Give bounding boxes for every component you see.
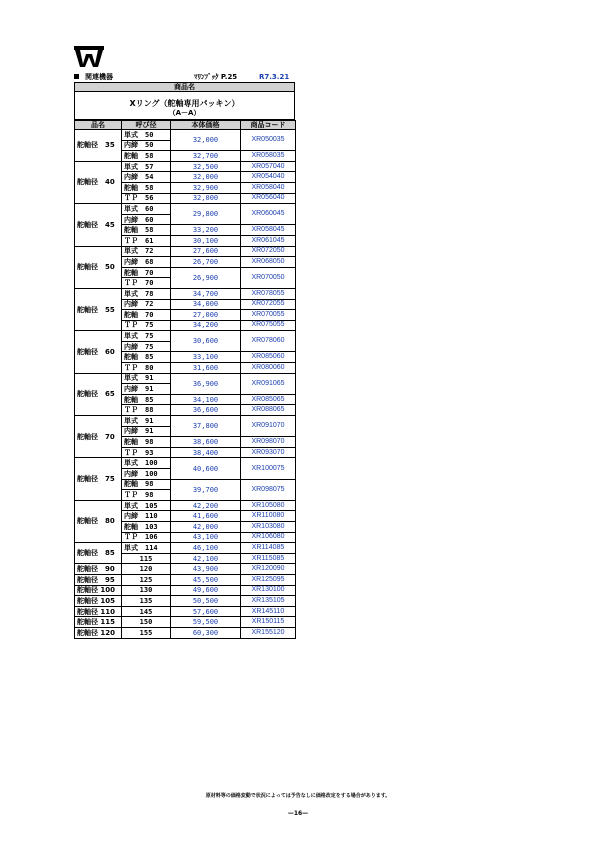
price-cell: 37,800 <box>171 416 241 437</box>
section-label: 関連機器 <box>85 73 113 81</box>
nominal-size-cell: ＴＰ 80 <box>122 363 171 374</box>
shaft-diameter-cell: 舵軸径 85 <box>75 543 122 564</box>
price-table <box>74 82 295 639</box>
col-header-size: 呼び径 <box>122 121 171 130</box>
shaft-diameter-cell: 舵軸径 45 <box>75 204 122 246</box>
shaft-diameter-cell: 舵軸径 110 <box>75 606 122 617</box>
price-cell: 33,200 <box>171 225 241 236</box>
price-cell: 43,900 <box>171 564 241 575</box>
nominal-size-cell: 舵軸 58 <box>122 225 171 236</box>
shaft-diameter-cell: 舵軸径 35 <box>75 130 122 162</box>
product-code-cell: XR058045 <box>241 225 296 236</box>
nominal-size-cell: ＴＰ 61 <box>122 235 171 246</box>
shaft-diameter-cell: 舵軸径 105 <box>75 596 122 607</box>
nominal-size-cell: 内締 75 <box>122 341 171 352</box>
nominal-size-cell: 155 <box>122 627 171 638</box>
product-code-cell: XR072055 <box>241 299 296 310</box>
price-cell: 27,600 <box>171 246 241 257</box>
product-code-cell: XR145110 <box>241 606 296 617</box>
product-code-cell: XR125095 <box>241 574 296 585</box>
price-cell: 30,100 <box>171 235 241 246</box>
catalog-ref: ﾏﾘﾝﾌﾞｯｸ P.25 <box>194 73 238 81</box>
col-header-code: 商品コード <box>241 121 296 130</box>
price-cell: 32,000 <box>171 130 241 151</box>
price-cell: 46,100 <box>171 543 241 554</box>
price-cell: 38,600 <box>171 437 241 448</box>
table-row <box>75 161 296 172</box>
price-cell: 38,400 <box>171 447 241 458</box>
nominal-size-cell: 135 <box>122 596 171 607</box>
shaft-diameter-cell: 舵軸径 55 <box>75 288 122 330</box>
nominal-size-cell: 内締 91 <box>122 384 171 395</box>
price-change-note: 原材料等の価格変動で状況によっては予告なしに価格改定をする場合があります。 <box>205 793 391 799</box>
price-cell: 60,300 <box>171 627 241 638</box>
bullet-square-icon <box>74 74 79 79</box>
product-code-cell: XR072050 <box>241 246 296 257</box>
nominal-size-cell: ＴＰ 75 <box>122 320 171 331</box>
product-code-cell: XR135105 <box>241 596 296 607</box>
shaft-diameter-cell: 舵軸径 90 <box>75 564 122 575</box>
product-code-cell: XR085060 <box>241 352 296 363</box>
product-code-cell: XR093070 <box>241 447 296 458</box>
nominal-size-cell: 単式 57 <box>122 161 171 172</box>
product-code-cell: XR068050 <box>241 257 296 268</box>
price-cell: 32,900 <box>171 182 241 193</box>
price-cell: 39,700 <box>171 479 241 500</box>
nominal-size-cell: 舵軸 98 <box>122 479 171 490</box>
price-cell: 31,600 <box>171 363 241 374</box>
product-code-cell: XR070050 <box>241 267 296 288</box>
price-cell: 32,000 <box>171 193 241 204</box>
nominal-size-cell: 舵軸 58 <box>122 151 171 162</box>
spec-table <box>74 120 296 639</box>
product-title: Xリング（舵軸専用パッキン） <box>129 99 240 108</box>
table-row <box>75 606 296 617</box>
price-cell: 36,900 <box>171 373 241 394</box>
product-code-cell: XR091070 <box>241 416 296 437</box>
product-code-cell: XR058040 <box>241 182 296 193</box>
nominal-size-cell: 舵軸 70 <box>122 267 171 278</box>
nominal-size-cell: 115 <box>122 553 171 564</box>
nominal-size-cell: 単式 105 <box>122 500 171 511</box>
nominal-size-cell: 単式 100 <box>122 458 171 469</box>
price-cell: 30,600 <box>171 331 241 352</box>
product-code-cell: XR091065 <box>241 373 296 394</box>
nominal-size-cell: 130 <box>122 585 171 596</box>
section-title <box>74 73 113 82</box>
product-code-cell: XR106080 <box>241 532 296 543</box>
product-code-cell: XR060045 <box>241 204 296 225</box>
price-cell: 42,100 <box>171 553 241 564</box>
price-cell: 42,000 <box>171 521 241 532</box>
nominal-size-cell: 120 <box>122 564 171 575</box>
column-header-row <box>75 121 296 130</box>
page-number: —16— <box>287 810 309 817</box>
table-row <box>75 416 296 427</box>
product-name-header: 商品名 <box>75 83 295 92</box>
nominal-size-cell: 単式 78 <box>122 288 171 299</box>
product-code-cell: XR110080 <box>241 511 296 522</box>
price-cell: 34,700 <box>171 288 241 299</box>
product-code-cell: XR098075 <box>241 479 296 500</box>
nominal-size-cell: 単式 60 <box>122 204 171 215</box>
nominal-size-cell: ＴＰ 88 <box>122 405 171 416</box>
product-code-cell: XR088065 <box>241 405 296 416</box>
price-cell: 49,600 <box>171 585 241 596</box>
product-code-cell: XR115085 <box>241 553 296 564</box>
product-code-cell: XR078055 <box>241 288 296 299</box>
product-code-cell: XR075055 <box>241 320 296 331</box>
price-cell: 43,100 <box>171 532 241 543</box>
shaft-diameter-cell: 舵軸径 75 <box>75 458 122 500</box>
table-row <box>75 373 296 384</box>
col-header-price: 本体価格 <box>171 121 241 130</box>
nominal-size-cell: 単式 91 <box>122 416 171 427</box>
table-row <box>75 574 296 585</box>
shaft-diameter-cell: 舵軸径 95 <box>75 574 122 585</box>
price-cell: 42,200 <box>171 500 241 511</box>
product-code-cell: XR103080 <box>241 521 296 532</box>
product-code-cell: XR130100 <box>241 585 296 596</box>
product-code-cell: XR080060 <box>241 363 296 374</box>
price-cell: 36,600 <box>171 405 241 416</box>
table-row <box>75 246 296 257</box>
product-code-cell: XR070055 <box>241 310 296 321</box>
company-logo-icon <box>74 46 104 68</box>
product-code-cell: XR078060 <box>241 331 296 352</box>
shaft-diameter-cell: 舵軸径 70 <box>75 416 122 458</box>
price-cell: 32,700 <box>171 151 241 162</box>
price-cell: 34,000 <box>171 299 241 310</box>
price-cell: 34,200 <box>171 320 241 331</box>
price-cell: 27,000 <box>171 310 241 321</box>
nominal-size-cell: ＴＰ 106 <box>122 532 171 543</box>
nominal-size-cell: 125 <box>122 574 171 585</box>
table-row <box>75 564 296 575</box>
product-header-table <box>74 82 295 92</box>
table-row <box>75 288 296 299</box>
nominal-size-cell: 内締 60 <box>122 214 171 225</box>
product-code-cell: XR061045 <box>241 235 296 246</box>
product-code-cell: XR155120 <box>241 627 296 638</box>
nominal-size-cell: 内締 72 <box>122 299 171 310</box>
price-cell: 45,500 <box>171 574 241 585</box>
table-row <box>75 543 296 554</box>
nominal-size-cell: 舵軸 85 <box>122 352 171 363</box>
price-cell: 32,000 <box>171 172 241 183</box>
product-code-cell: XR085065 <box>241 394 296 405</box>
col-header-name: 品名 <box>75 121 122 130</box>
price-cell: 59,500 <box>171 617 241 628</box>
product-code-cell: XR058035 <box>241 151 296 162</box>
nominal-size-cell: 舵軸 85 <box>122 394 171 405</box>
product-code-cell: XR056040 <box>241 193 296 204</box>
price-cell: 41,600 <box>171 511 241 522</box>
nominal-size-cell: 内締 54 <box>122 172 171 183</box>
nominal-size-cell: 内締 50 <box>122 140 171 151</box>
nominal-size-cell: 舵軸 98 <box>122 437 171 448</box>
product-code-cell: XR098070 <box>241 437 296 448</box>
nominal-size-cell: 単式 72 <box>122 246 171 257</box>
table-row <box>75 617 296 628</box>
table-row <box>75 130 296 141</box>
shaft-diameter-cell: 舵軸径 115 <box>75 617 122 628</box>
shaft-diameter-cell: 舵軸径 65 <box>75 373 122 415</box>
shaft-diameter-cell: 舵軸径 100 <box>75 585 122 596</box>
nominal-size-cell: 舵軸 58 <box>122 182 171 193</box>
nominal-size-cell: 内締 91 <box>122 426 171 437</box>
nominal-size-cell: 150 <box>122 617 171 628</box>
price-cell: 34,100 <box>171 394 241 405</box>
nominal-size-cell: ＴＰ 70 <box>122 278 171 289</box>
nominal-size-cell: 単式 75 <box>122 331 171 342</box>
nominal-size-cell: 内締 100 <box>122 469 171 480</box>
product-code-cell: XR054040 <box>241 172 296 183</box>
shaft-diameter-cell: 舵軸径 60 <box>75 331 122 373</box>
product-code-cell: XR050035 <box>241 130 296 151</box>
table-row <box>75 500 296 511</box>
shaft-diameter-cell: 舵軸径 40 <box>75 161 122 203</box>
nominal-size-cell: 舵軸 70 <box>122 310 171 321</box>
price-cell: 32,500 <box>171 161 241 172</box>
nominal-size-cell: 舵軸 103 <box>122 521 171 532</box>
nominal-size-cell: ＴＰ 98 <box>122 490 171 501</box>
product-code-cell: XR120090 <box>241 564 296 575</box>
nominal-size-cell: 単式 91 <box>122 373 171 384</box>
product-title-box <box>74 92 295 120</box>
product-code-cell: XR150115 <box>241 617 296 628</box>
revision-date: R7.3.21 <box>259 73 290 81</box>
table-body <box>75 130 296 639</box>
nominal-size-cell: ＴＰ 93 <box>122 447 171 458</box>
shaft-diameter-cell: 舵軸径 50 <box>75 246 122 288</box>
nominal-size-cell: 単式 50 <box>122 130 171 141</box>
nominal-size-cell: 単式 114 <box>122 543 171 554</box>
table-row <box>75 458 296 469</box>
price-cell: 50,500 <box>171 596 241 607</box>
nominal-size-cell: 145 <box>122 606 171 617</box>
price-cell: 57,600 <box>171 606 241 617</box>
nominal-size-cell: 内締 110 <box>122 511 171 522</box>
shaft-diameter-cell: 舵軸径 80 <box>75 500 122 542</box>
price-cell: 29,800 <box>171 204 241 225</box>
price-cell: 26,700 <box>171 257 241 268</box>
product-subtitle: （A－A） <box>168 109 201 117</box>
shaft-diameter-cell: 舵軸径 120 <box>75 627 122 638</box>
nominal-size-cell: ＴＰ 56 <box>122 193 171 204</box>
table-row <box>75 596 296 607</box>
table-row <box>75 204 296 215</box>
table-row <box>75 331 296 342</box>
price-cell: 33,100 <box>171 352 241 363</box>
table-row <box>75 585 296 596</box>
table-row <box>75 627 296 638</box>
product-code-cell: XR100075 <box>241 458 296 479</box>
price-cell: 40,600 <box>171 458 241 479</box>
product-code-cell: XR057040 <box>241 161 296 172</box>
product-code-cell: XR114085 <box>241 543 296 554</box>
price-cell: 26,900 <box>171 267 241 288</box>
product-code-cell: XR105080 <box>241 500 296 511</box>
nominal-size-cell: 内締 68 <box>122 257 171 268</box>
